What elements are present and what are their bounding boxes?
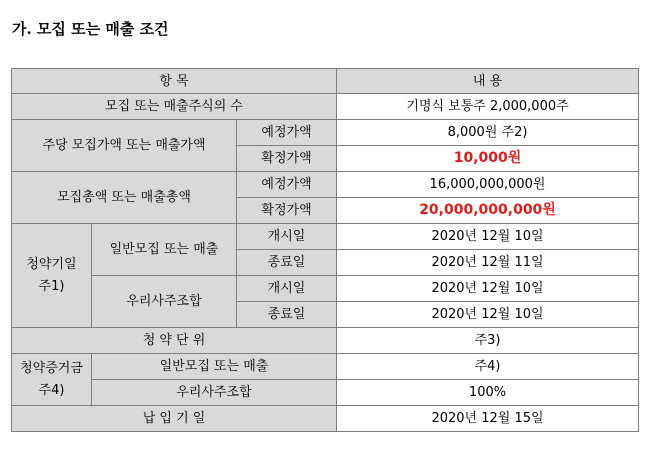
total-final-value: 20,000,000,000원 [337,198,639,224]
subscription-label-line2: 주1) [38,278,65,294]
subscription-employee-start-label: 개시일 [237,276,337,302]
deposit-general-label: 일반모집 또는 매출 [92,354,337,380]
payment-value: 2020년 12월 15일 [337,406,639,432]
deposit-employee-label: 우리사주조합 [92,380,337,406]
section-title: 가. 모집 또는 매출 조건 [12,20,169,38]
price-final-label: 확정가액 [237,146,337,172]
table-row [12,172,639,198]
deposit-employee-value: 100% [337,380,639,406]
price-planned-value: 8,000원 주2) [337,120,639,146]
subscription-employee-label: 우리사주조합 [92,276,237,328]
table-row [12,354,639,380]
table-row [12,380,639,406]
unit-label: 청 약 단 위 [12,328,337,354]
total-planned-value: 16,000,000,000원 [337,172,639,198]
total-label: 모집총액 또는 매출총액 [12,172,237,224]
price-planned-label: 예정가액 [237,120,337,146]
table-row [12,94,639,120]
shares-value: 기명식 보통주 2,000,000주 [337,94,639,120]
subscription-label-line1: 청약기일 [26,256,77,272]
deposit-general-value: 주4) [337,354,639,380]
subscription-employee-start-value: 2020년 12월 10일 [337,276,639,302]
offering-terms-table [11,68,639,432]
subscription-general-start-value: 2020년 12월 10일 [337,224,639,250]
subscription-general-end-value: 2020년 12월 11일 [337,250,639,276]
total-final-label: 확정가액 [237,198,337,224]
subscription-employee-end-value: 2020년 12월 10일 [337,302,639,328]
header-item: 항 목 [12,69,337,94]
deposit-label [12,354,92,406]
payment-label: 납 입 기 일 [12,406,337,432]
shares-label: 모집 또는 매출주식의 수 [12,94,337,120]
unit-value: 주3) [337,328,639,354]
table-header-row [12,69,639,94]
table-row [12,276,639,302]
header-content: 내 용 [337,69,639,94]
table-row [12,328,639,354]
price-final-value: 10,000원 [337,146,639,172]
subscription-employee-end-label: 종료일 [237,302,337,328]
table-row [12,224,639,250]
table-row [12,120,639,146]
subscription-general-start-label: 개시일 [237,224,337,250]
deposit-label-line1: 청약증거금 [20,360,83,376]
total-planned-label: 예정가액 [237,172,337,198]
subscription-label [12,224,92,328]
deposit-label-line2: 주4) [38,382,65,398]
table-row [12,406,639,432]
price-label: 주당 모집가액 또는 매출가액 [12,120,237,172]
subscription-general-end-label: 종료일 [237,250,337,276]
subscription-general-label: 일반모집 또는 매출 [92,224,237,276]
